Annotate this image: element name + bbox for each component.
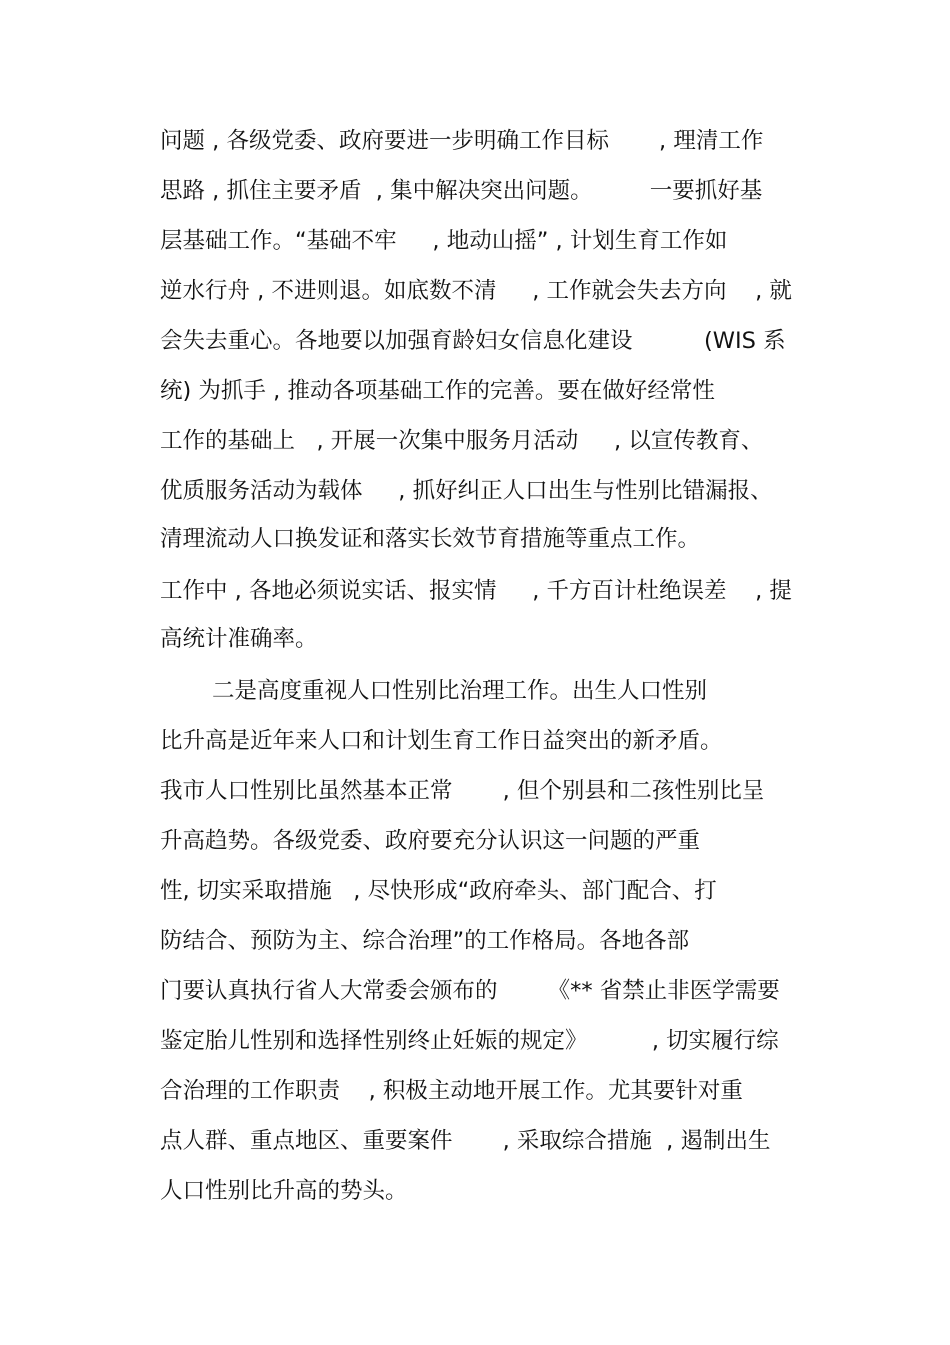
text-line: 合治理的工作职责 , 积极主动地开展工作。尤其要针对重 (160, 1078, 743, 1104)
text-line: 人口性别比升高的势头。 (160, 1178, 408, 1204)
text-line: 门要认真执行省人大常委会颁布的 《** 省禁止非医学需要 (160, 978, 780, 1004)
text-line: 工作的基础上 , 开展一次集中服务月活动 , 以宣传教育、 (160, 428, 764, 454)
text-line: 防结合、预防为主、综合治理”的工作格局。各地各部 (160, 928, 690, 954)
text-line: 鉴定胎儿性别和选择性别终止妊娠的规定》 , 切实履行综 (160, 1028, 779, 1054)
text-line: 优质服务活动为载体 , 抓好纠正人口出生与性别比错漏报、 (160, 478, 773, 504)
text-line: 比升高是近年来人口和计划生育工作日益突出的新矛盾。 (160, 728, 723, 754)
text-line: 统) 为抓手 , 推动各项基础工作的完善。要在做好经常性 (160, 378, 715, 404)
text-line: 问题 , 各级党委、政府要进一步明确工作目标 , 理清工作 (160, 128, 764, 154)
text-line: 升高趋势。各级党委、政府要充分认识这一问题的严重 (160, 828, 701, 854)
text-line: 会失去重心。各地要以加强育龄妇女信息化建设 (WIS 系 (160, 328, 786, 354)
text-line: 逆水行舟 , 不进则退。如底数不清 , 工作就会失去方向 , 就 (160, 278, 792, 304)
text-line: 性, 切实采取措施 , 尽快形成“政府牵头、部门配合、打 (160, 878, 717, 904)
text-line: 我市人口性别比虽然基本正常 , 但个别县和二孩性别比呈 (160, 778, 765, 804)
text-line: 高统计准确率。 (160, 626, 318, 652)
text-line: 思路 , 抓住主要矛盾 , 集中解决突出问题。 一要抓好基 (160, 178, 763, 204)
text-line: 层基础工作。“基础不牢 , 地动山摇” , 计划生育工作如 (160, 228, 728, 254)
text-line: 清理流动人口换发证和落实长效节育措施等重点工作。 (160, 526, 701, 552)
text-line: 工作中 , 各地必须说实话、报实情 , 千方百计杜绝误差 , 提 (160, 578, 792, 604)
text-line: 点人群、重点地区、重要案件 , 采取综合措施 , 遏制出生 (160, 1128, 771, 1154)
paragraph-first-line: 二是高度重视人口性别比治理工作。出生人口性别 (212, 678, 708, 704)
